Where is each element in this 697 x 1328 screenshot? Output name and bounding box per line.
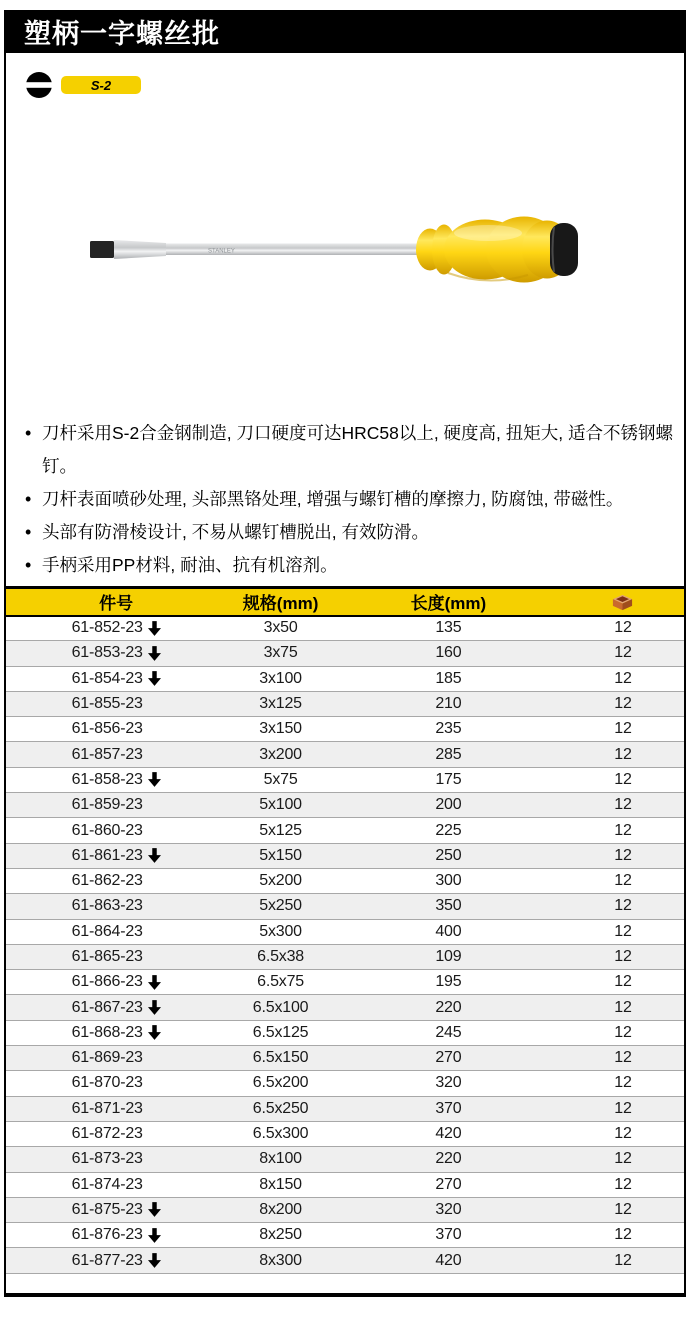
pack-qty-cell: 12 — [562, 1020, 684, 1045]
table-header-row — [6, 588, 684, 616]
shaft — [166, 244, 424, 256]
table-row — [6, 1248, 684, 1273]
pack-qty-cell: 12 — [562, 641, 684, 666]
table-row — [6, 970, 684, 995]
pack-box-icon — [611, 593, 634, 611]
length-cell: 320 — [335, 1197, 562, 1222]
length-cell: 200 — [335, 793, 562, 818]
down-arrow-icon — [148, 671, 161, 686]
part-number-cell — [6, 616, 226, 641]
part-number-cell — [6, 919, 226, 944]
pack-qty-cell: 12 — [562, 919, 684, 944]
pack-qty-cell: 12 — [562, 1096, 684, 1121]
spec-cell: 3x75 — [226, 641, 334, 666]
part-number-cell — [6, 691, 226, 716]
feature-text: 刀杆表面喷砂处理, 头部黑铬处理, 增强与螺钉槽的摩擦力, 防腐蚀, 带磁性。 — [42, 489, 624, 509]
spec-cell: 6.5x125 — [226, 1020, 334, 1045]
part-number-cell — [6, 1248, 226, 1273]
table-row — [6, 868, 684, 893]
table-row — [6, 1223, 684, 1248]
length-cell: 225 — [335, 818, 562, 843]
part-number: 61-856-23 — [71, 720, 143, 738]
spec-cell: 3x100 — [226, 666, 334, 691]
table-row — [6, 995, 684, 1020]
spec-cell: 5x150 — [226, 843, 334, 868]
col-length: 长度(mm) — [335, 588, 562, 616]
length-cell: 350 — [335, 894, 562, 919]
length-cell: 235 — [335, 717, 562, 742]
length-cell: 160 — [335, 641, 562, 666]
part-number: 61-865-23 — [71, 948, 143, 965]
part-number: 61-867-23 — [71, 998, 143, 1016]
length-cell: 420 — [335, 1121, 562, 1146]
shaft-brand-text: STANLEY — [208, 248, 235, 255]
col-pack-qty — [562, 588, 684, 616]
length-cell: 400 — [335, 919, 562, 944]
down-arrow-icon — [148, 975, 161, 990]
spec-cell: 6.5x38 — [226, 944, 334, 969]
length-cell: 285 — [335, 742, 562, 767]
part-number-cell — [6, 1147, 226, 1172]
part-number-cell — [6, 1020, 226, 1045]
down-arrow-icon — [148, 1202, 161, 1217]
table-row — [6, 1121, 684, 1146]
feature-list — [24, 417, 674, 582]
part-number: 61-855-23 — [71, 695, 143, 713]
length-cell: 270 — [335, 1172, 562, 1197]
col-part-number: 件号 — [6, 588, 226, 616]
part-number: 61-876-23 — [71, 1226, 143, 1244]
spec-cell: 8x200 — [226, 1197, 334, 1222]
table-row — [6, 843, 684, 868]
part-number-cell — [6, 717, 226, 742]
pack-qty-cell: 12 — [562, 894, 684, 919]
down-arrow-icon — [148, 1228, 161, 1243]
part-number: 61-873-23 — [71, 1150, 143, 1168]
part-number: 61-868-23 — [71, 1023, 143, 1041]
table-row — [6, 793, 684, 818]
table-row — [6, 919, 684, 944]
spec-cell: 5x250 — [226, 894, 334, 919]
part-number: 61-874-23 — [71, 1175, 143, 1193]
col-spec: 规格(mm) — [226, 588, 334, 616]
length-cell: 370 — [335, 1223, 562, 1248]
pack-qty-cell: 12 — [562, 843, 684, 868]
length-cell: 370 — [335, 1096, 562, 1121]
pack-qty-cell: 12 — [562, 1172, 684, 1197]
part-number-cell — [6, 894, 226, 919]
length-cell: 245 — [335, 1020, 562, 1045]
spec-cell: 5x100 — [226, 793, 334, 818]
feature-item — [24, 483, 674, 516]
spec-cell: 5x125 — [226, 818, 334, 843]
spec-cell: 6.5x250 — [226, 1096, 334, 1121]
pack-qty-cell: 12 — [562, 1197, 684, 1222]
pack-qty-cell: 12 — [562, 717, 684, 742]
table-row — [6, 717, 684, 742]
part-number-cell — [6, 1223, 226, 1248]
table-row — [6, 894, 684, 919]
spec-cell: 3x150 — [226, 717, 334, 742]
spec-cell: 3x125 — [226, 691, 334, 716]
product-image — [86, 193, 591, 306]
feature-item — [24, 549, 674, 582]
part-number-cell — [6, 641, 226, 666]
length-cell: 220 — [335, 995, 562, 1020]
steel-grade-badge: S-2 — [61, 76, 141, 94]
part-number-cell — [6, 1172, 226, 1197]
part-number: 61-872-23 — [71, 1125, 143, 1143]
part-number: 61-854-23 — [71, 669, 143, 687]
part-number: 61-866-23 — [71, 973, 143, 991]
part-number-cell — [6, 1071, 226, 1096]
table-row — [6, 1046, 684, 1071]
pack-qty-cell: 12 — [562, 742, 684, 767]
down-arrow-icon — [148, 1025, 161, 1040]
length-cell: 175 — [335, 767, 562, 792]
part-number: 61-871-23 — [71, 1099, 143, 1117]
pack-qty-cell: 12 — [562, 666, 684, 691]
part-number-cell — [6, 1096, 226, 1121]
pack-qty-cell: 12 — [562, 1071, 684, 1096]
spec-cell: 8x100 — [226, 1147, 334, 1172]
part-number-cell — [6, 666, 226, 691]
pack-qty-cell: 12 — [562, 1147, 684, 1172]
part-number: 61-857-23 — [71, 745, 143, 763]
part-number-cell — [6, 970, 226, 995]
pack-qty-cell: 12 — [562, 1046, 684, 1071]
table-row — [6, 666, 684, 691]
down-arrow-icon — [148, 848, 161, 863]
spec-cell: 8x250 — [226, 1223, 334, 1248]
part-number-cell — [6, 767, 226, 792]
pack-qty-cell: 12 — [562, 767, 684, 792]
pack-qty-cell: 12 — [562, 1223, 684, 1248]
part-number: 61-864-23 — [71, 922, 143, 940]
pack-qty-cell: 12 — [562, 1248, 684, 1273]
spec-table-body — [6, 616, 684, 1274]
part-number: 61-862-23 — [71, 872, 143, 890]
length-cell: 135 — [335, 616, 562, 641]
part-number-cell — [6, 793, 226, 818]
length-cell: 220 — [335, 1147, 562, 1172]
pack-qty-cell: 12 — [562, 1121, 684, 1146]
part-number: 61-863-23 — [71, 897, 143, 915]
part-number-cell — [6, 1046, 226, 1071]
feature-text: 头部有防滑棱设计, 不易从螺钉槽脱出, 有效防滑。 — [42, 522, 429, 542]
spec-cell: 5x200 — [226, 868, 334, 893]
length-cell: 185 — [335, 666, 562, 691]
part-number: 61-875-23 — [71, 1200, 143, 1218]
spec-cell: 3x50 — [226, 616, 334, 641]
length-cell: 109 — [335, 944, 562, 969]
page-title-bar — [4, 10, 686, 53]
spec-cell: 6.5x200 — [226, 1071, 334, 1096]
spec-cell: 3x200 — [226, 742, 334, 767]
screwdriver-illustration — [86, 193, 591, 306]
length-cell: 420 — [335, 1248, 562, 1273]
slotted-tip-icon — [26, 72, 52, 98]
pack-qty-cell: 12 — [562, 691, 684, 716]
feature-item — [24, 516, 674, 549]
pack-qty-cell: 12 — [562, 970, 684, 995]
part-number: 61-859-23 — [71, 796, 143, 814]
down-arrow-icon — [148, 1253, 161, 1268]
part-number: 61-858-23 — [71, 770, 143, 788]
pack-qty-cell: 12 — [562, 868, 684, 893]
part-number-cell — [6, 742, 226, 767]
pack-qty-cell: 12 — [562, 616, 684, 641]
table-row — [6, 1197, 684, 1222]
spec-cell: 5x300 — [226, 919, 334, 944]
length-cell: 195 — [335, 970, 562, 995]
part-number-cell — [6, 1197, 226, 1222]
table-row — [6, 691, 684, 716]
length-cell: 210 — [335, 691, 562, 716]
down-arrow-icon — [148, 621, 161, 636]
feature-text: 刀杆采用S-2合金钢制造, 刀口硬度可达HRC58以上, 硬度高, 扭矩大, 适合不锈钢螺钉。 — [42, 423, 674, 476]
blade-tip — [90, 241, 114, 258]
table-row — [6, 1172, 684, 1197]
spec-cell: 8x150 — [226, 1172, 334, 1197]
pack-qty-cell: 12 — [562, 793, 684, 818]
spec-table — [6, 586, 684, 1274]
spec-cell: 6.5x100 — [226, 995, 334, 1020]
table-row — [6, 944, 684, 969]
spec-cell: 6.5x150 — [226, 1046, 334, 1071]
spec-cell: 6.5x300 — [226, 1121, 334, 1146]
part-number: 61-870-23 — [71, 1074, 143, 1092]
table-row — [6, 818, 684, 843]
table-row — [6, 1071, 684, 1096]
table-row — [6, 742, 684, 767]
part-number: 61-869-23 — [71, 1049, 143, 1067]
length-cell: 320 — [335, 1071, 562, 1096]
spec-cell: 8x300 — [226, 1248, 334, 1273]
spec-cell: 6.5x75 — [226, 970, 334, 995]
length-cell: 250 — [335, 843, 562, 868]
part-number-cell — [6, 944, 226, 969]
product-type-badges — [26, 72, 141, 98]
content-box — [4, 53, 686, 1297]
table-row — [6, 616, 684, 641]
pack-qty-cell: 12 — [562, 944, 684, 969]
length-cell: 300 — [335, 868, 562, 893]
part-number: 61-877-23 — [71, 1251, 143, 1269]
part-number: 61-852-23 — [71, 619, 143, 637]
down-arrow-icon — [148, 646, 161, 661]
pack-qty-cell: 12 — [562, 995, 684, 1020]
spec-cell: 5x75 — [226, 767, 334, 792]
feature-item — [24, 417, 674, 483]
part-number-cell — [6, 1121, 226, 1146]
part-number: 61-860-23 — [71, 821, 143, 839]
down-arrow-icon — [148, 1000, 161, 1015]
catalog-page — [4, 10, 686, 1297]
table-row — [6, 1096, 684, 1121]
part-number-cell — [6, 995, 226, 1020]
part-number-cell — [6, 843, 226, 868]
feature-text: 手柄采用PP材料, 耐油、抗有机溶剂。 — [42, 555, 338, 575]
length-cell: 270 — [335, 1046, 562, 1071]
table-row — [6, 641, 684, 666]
table-row — [6, 1020, 684, 1045]
part-number-cell — [6, 868, 226, 893]
down-arrow-icon — [148, 772, 161, 787]
table-row — [6, 767, 684, 792]
part-number: 61-861-23 — [71, 846, 143, 864]
table-row — [6, 1147, 684, 1172]
part-number-cell — [6, 818, 226, 843]
part-number: 61-853-23 — [71, 644, 143, 662]
pack-qty-cell: 12 — [562, 818, 684, 843]
page-title: 塑柄一字螺丝批 — [24, 19, 220, 49]
